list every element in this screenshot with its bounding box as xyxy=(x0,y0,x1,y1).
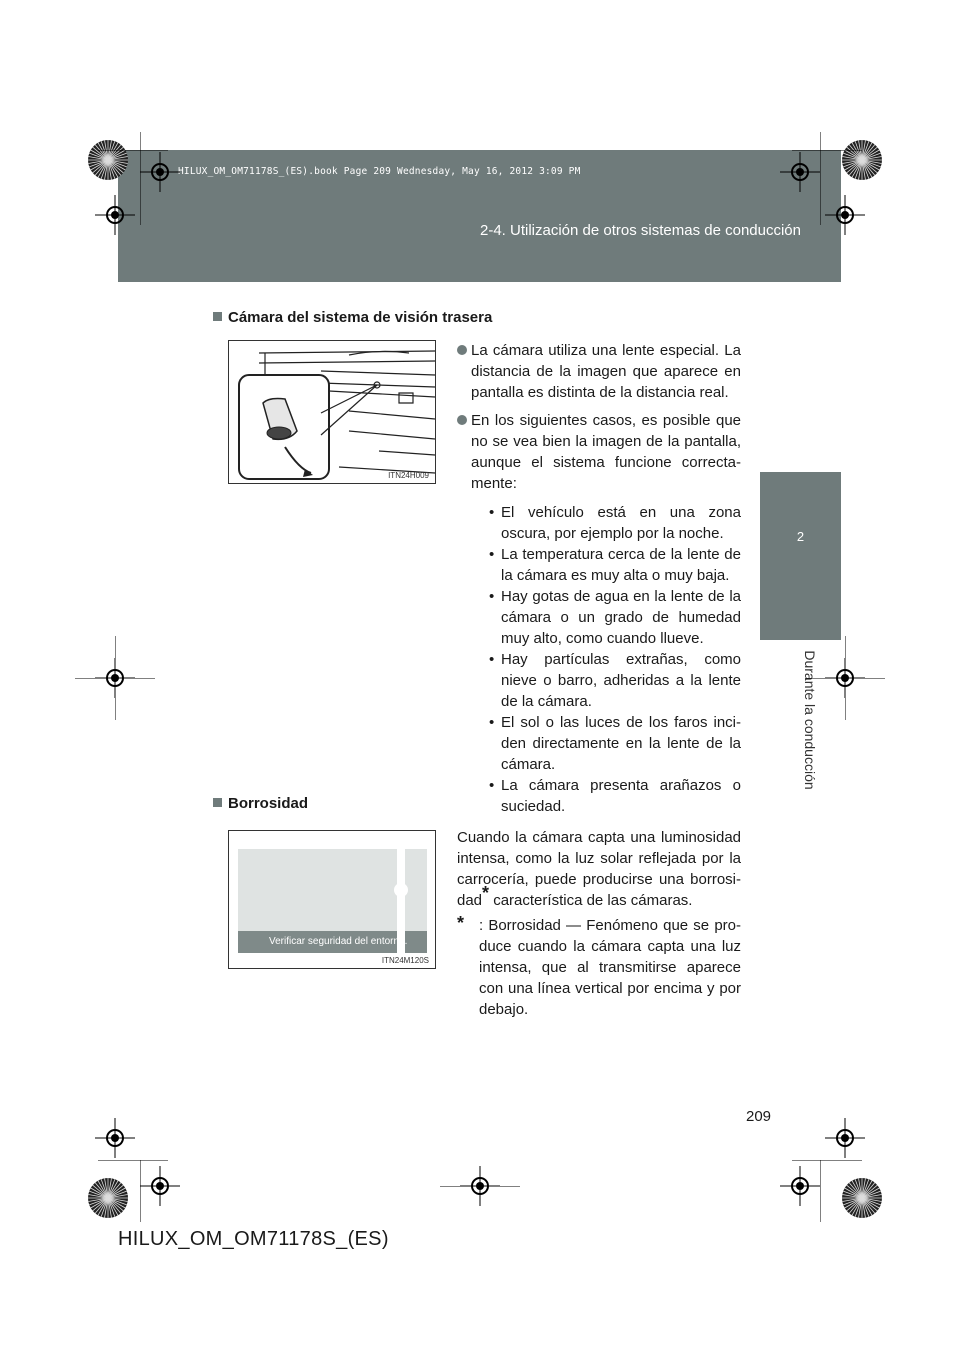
registration-starburst-icon xyxy=(87,1177,129,1219)
crop-mark-icon xyxy=(98,150,169,151)
blur-notes xyxy=(457,827,741,1020)
section-title-blur: Borrosidad xyxy=(213,795,308,812)
document-code: HILUX_OM_OM71178S_(ES) xyxy=(118,1228,389,1250)
registration-mark-icon xyxy=(780,152,820,192)
registration-mark-icon xyxy=(780,1166,820,1206)
square-bullet-icon xyxy=(213,798,222,807)
crop-mark-icon xyxy=(792,1160,863,1161)
registration-mark-icon xyxy=(95,1118,135,1158)
chapter-tab xyxy=(760,472,841,640)
registration-starburst-icon xyxy=(841,139,883,181)
page-number: 209 xyxy=(746,1108,772,1125)
footnote-asterisk: * xyxy=(457,913,465,933)
crop-mark-icon xyxy=(820,1160,821,1223)
round-bullet-icon xyxy=(457,415,467,425)
chapter-side-label-text: Durante la conducción xyxy=(802,650,818,790)
note-bullet: La cámara utiliza una lente especial. La distancia de la imagen que aparece en pantalla es distinta de la distancia real. xyxy=(457,340,741,403)
light-source xyxy=(394,883,408,897)
list-item: • El vehículo está en una zona oscura, por ejemplo por la noche. xyxy=(485,502,741,544)
chapter-title: 2-4. Utilización de otros sistemas de conducción xyxy=(480,222,801,239)
chapter-side-label xyxy=(800,650,820,790)
print-info: HILUX_OM_OM71178S_(ES).book Page 209 Wednesday, May 16, 2012 3:09 PM xyxy=(178,166,581,177)
list-item: • La cámara presenta arañazos o suciedad. xyxy=(485,775,741,817)
crop-mark-icon xyxy=(792,150,863,151)
list-item: • La temperatura cerca de la lente de la cámara es muy alta o muy baja. xyxy=(485,544,741,586)
registration-mark-icon xyxy=(140,152,180,192)
registration-mark-icon xyxy=(825,195,865,235)
camera-notes xyxy=(457,340,741,824)
condition-list xyxy=(485,502,741,817)
crop-mark-icon xyxy=(820,132,821,226)
registration-mark-icon xyxy=(825,1118,865,1158)
crop-mark-icon xyxy=(805,678,886,679)
figure-code: ITN24M120S xyxy=(381,956,429,965)
footnote: * : Borrosidad — Fenómeno que se pro-duce cuando la cámara capta una luz intensa, que al transmitirse aparece con una línea vertical por encima y por debajo. xyxy=(457,913,741,1018)
figure-camera-location xyxy=(228,340,436,484)
crop-mark-icon xyxy=(140,132,141,226)
round-bullet-icon xyxy=(457,345,467,355)
registration-mark-icon xyxy=(140,1166,180,1206)
registration-starburst-icon xyxy=(87,139,129,181)
blur-paragraph: Cuando la cámara capta una luminosidad intensa, como la luz solar reflejada por la carrocería, puede producirse una borrosi-dad* característica de las cámaras. xyxy=(457,829,741,909)
registration-starburst-icon xyxy=(841,1177,883,1219)
chapter-number: 2 xyxy=(796,529,805,544)
note-bullet: En los siguientes casos, es posible que no se vea bien la imagen de la pantalla, aunque el sistema funcione correcta-mente: • El vehículo está en una zona oscura, por ejemplo por la noche. • La temperatura cerca de la lente de la cámara es muy alta o muy baja. • Hay gotas de agua en la lente de la cámara o un grado de humedad muy alto, como cuando llueve. • Hay partículas extrañas, como nieve o barro, adheridas a la lente de la cámara. • El sol o las luces de los faros inci-den directamente en la lente de la cámara. • La cámara presenta arañazos o suciedad. xyxy=(457,410,741,817)
figure-smear xyxy=(228,830,436,969)
camera-location-illustration xyxy=(229,341,435,483)
list-item: • Hay gotas de agua en la lente de la cámara o un grado de humedad muy alto, como cuando llueve. xyxy=(485,586,741,649)
figure-code: ITN24H009 xyxy=(388,471,429,480)
list-item: • El sol o las luces de los faros inci-den directamente en la lente de la cámara. xyxy=(485,712,741,775)
list-item: • Hay partículas extrañas, como nieve o barro, adheridas a la lente de la cámara. xyxy=(485,649,741,712)
square-bullet-icon xyxy=(213,312,222,321)
crop-mark-icon xyxy=(98,1160,169,1161)
registration-mark-icon xyxy=(95,195,135,235)
section-title-camera: Cámara del sistema de visión trasera xyxy=(213,309,492,326)
crop-mark-icon xyxy=(75,678,156,679)
screen-caption: Verificar seguridad del entorno. xyxy=(269,936,408,947)
crop-mark-icon xyxy=(440,1186,521,1187)
crop-mark-icon xyxy=(140,1160,141,1223)
asterisk-marker: * xyxy=(482,883,490,903)
